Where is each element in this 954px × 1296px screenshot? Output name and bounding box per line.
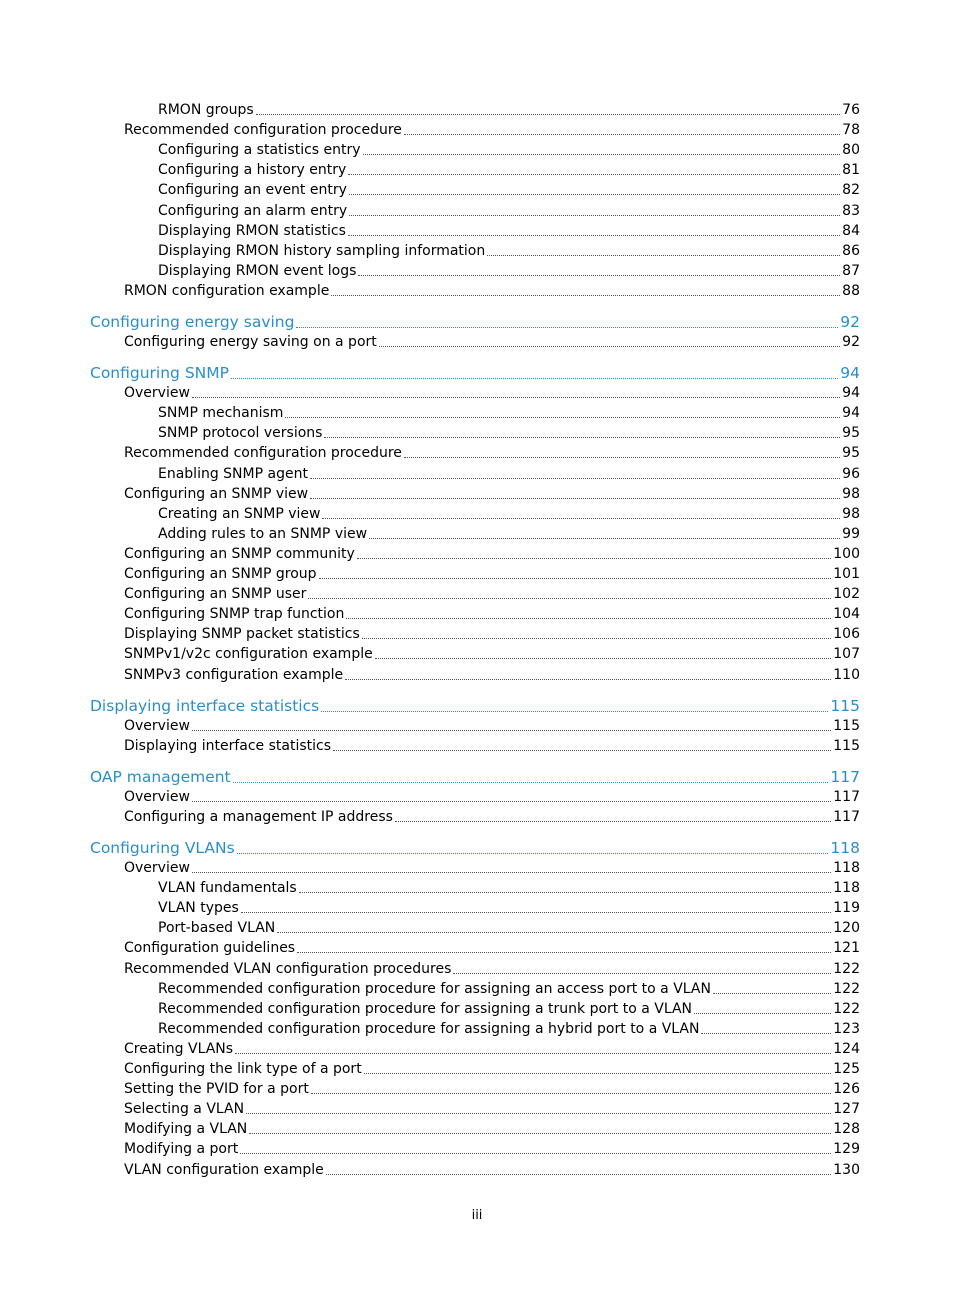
toc-entry-title: SNMPv1/v2c configuration example: [124, 646, 373, 663]
toc-entry-page: 117: [833, 808, 860, 825]
toc-entry[interactable]: [124, 960, 860, 978]
dot-leader: [348, 235, 840, 236]
toc-entry[interactable]: [124, 545, 860, 563]
toc-entry-title: Displaying interface statistics: [90, 696, 320, 715]
toc-entry[interactable]: [158, 101, 860, 119]
toc-entry-page: 117: [833, 788, 860, 805]
toc-entry-page: 122: [833, 1000, 860, 1017]
toc-entry[interactable]: [124, 585, 860, 603]
dot-leader: [349, 215, 840, 216]
toc-entry[interactable]: [124, 625, 860, 643]
toc-entry[interactable]: [124, 737, 860, 755]
toc-entry[interactable]: [124, 282, 860, 300]
toc-entry-title: SNMP mechanism: [158, 405, 284, 422]
toc-entry-title: RMON groups: [158, 102, 254, 118]
toc-entry-title: Displaying RMON history sampling information: [158, 242, 486, 259]
dot-leader: [192, 872, 831, 873]
toc-entry-title: Setting the PVID for a port: [124, 1081, 309, 1098]
dot-leader: [362, 638, 832, 639]
toc-entry-page: 128: [833, 1121, 860, 1138]
toc-entry-title: Recommended configuration procedure: [124, 445, 402, 462]
toc-entry-title: Configuring an SNMP community: [124, 545, 355, 562]
toc-entry-title: SNMPv3 configuration example: [124, 666, 344, 683]
dot-leader: [333, 750, 831, 751]
toc-entry-page: 95: [842, 445, 860, 462]
toc-entry[interactable]: [158, 161, 860, 179]
toc-entry-title: Configuring SNMP: [90, 364, 229, 383]
toc-entry-page: 118: [833, 860, 860, 876]
toc-entry-title: Port-based VLAN: [158, 920, 276, 937]
dot-leader: [349, 194, 840, 195]
toc-entry-title: OAP management: [90, 767, 231, 786]
toc-entry[interactable]: [124, 121, 860, 139]
toc-entry-page: 130: [833, 1161, 860, 1178]
toc-entry-title: Configuring an SNMP group: [124, 566, 317, 582]
toc-entry-page: 99: [842, 525, 860, 542]
toc-entry[interactable]: [124, 666, 860, 684]
toc-entry[interactable]: [158, 980, 860, 998]
toc-entry[interactable]: [124, 485, 860, 503]
toc-entry[interactable]: [124, 717, 860, 735]
toc-entry-page: 80: [842, 142, 860, 159]
toc-entry-title: Overview: [124, 385, 190, 402]
toc-entry[interactable]: [124, 1161, 860, 1179]
dot-leader: [404, 134, 840, 135]
toc-entry-page: 118: [833, 880, 860, 897]
toc-entry-page: 94: [840, 364, 860, 383]
toc-entry[interactable]: [158, 919, 860, 937]
toc-entry[interactable]: [158, 222, 860, 240]
toc-entry-page: 81: [842, 162, 860, 179]
toc-entry-title: VLAN types: [158, 900, 239, 917]
toc-entry-page: 98: [842, 485, 860, 502]
toc-entry-page: 82: [842, 182, 860, 199]
toc-entry-page: 123: [833, 1020, 860, 1037]
toc-entry-page: 115: [830, 696, 860, 715]
toc-entry-page: 92: [842, 334, 860, 350]
dot-leader: [326, 1174, 831, 1175]
toc-entry[interactable]: [124, 939, 860, 957]
dot-leader: [231, 378, 838, 379]
toc-entry-page: 101: [833, 566, 860, 582]
toc-entry-title: VLAN configuration example: [124, 1161, 324, 1178]
toc-entry-title: Adding rules to an SNMP view: [158, 525, 368, 542]
toc-entry[interactable]: [124, 1120, 860, 1138]
dot-leader: [346, 618, 831, 619]
toc-entry[interactable]: [124, 333, 860, 351]
toc-entry[interactable]: [158, 262, 860, 280]
toc-entry[interactable]: [158, 424, 860, 442]
toc-entry[interactable]: [158, 465, 860, 483]
toc-entry-title: Recommended configuration procedure for assigning a hybrid port to a VLAN: [158, 1020, 700, 1037]
toc-entry[interactable]: [124, 1100, 860, 1118]
toc-entry-title: Configuring an SNMP view: [124, 485, 309, 502]
toc-entry-title: Configuring energy saving: [90, 313, 295, 331]
toc-entry-page: 127: [833, 1101, 860, 1118]
toc-entry-page: 100: [833, 545, 860, 562]
dot-leader: [297, 952, 831, 953]
toc-entry[interactable]: [124, 808, 860, 826]
dot-leader: [404, 457, 840, 458]
dot-leader: [310, 478, 840, 479]
toc-chapter-entry[interactable]: [90, 312, 860, 332]
toc-entry-page: 124: [833, 1040, 860, 1057]
toc-entry[interactable]: [124, 384, 860, 402]
dot-leader: [713, 993, 831, 994]
toc-entry-page: 94: [842, 405, 860, 422]
toc-entry-title: VLAN fundamentals: [158, 880, 297, 897]
dot-leader: [395, 821, 831, 822]
toc-entry-page: 121: [833, 940, 860, 957]
toc-entry-title: Overview: [124, 717, 190, 734]
toc-entry-page: 98: [842, 505, 860, 522]
toc-entry[interactable]: [158, 141, 860, 159]
toc-entry-page: 83: [842, 202, 860, 219]
toc-entry[interactable]: [124, 1140, 860, 1158]
toc-entry-page: 115: [833, 737, 860, 754]
toc-entry-title: Displaying RMON event logs: [158, 262, 357, 279]
toc-chapter-entry[interactable]: [90, 838, 860, 858]
toc-entry-page: 94: [842, 385, 860, 402]
toc-entry-page: 87: [842, 262, 860, 279]
toc-entry-page: 86: [842, 242, 860, 259]
dot-leader: [331, 295, 840, 296]
toc-chapter-entry[interactable]: [90, 363, 860, 383]
toc-entry-page: 122: [833, 980, 860, 997]
dot-leader: [308, 598, 831, 599]
toc-entry-title: Modifying a port: [124, 1141, 239, 1158]
page-number: iii: [471, 1208, 483, 1223]
toc-entry-title: Configuring SNMP trap function: [124, 606, 345, 623]
toc-entry-title: RMON configuration example: [124, 282, 330, 299]
toc-entry[interactable]: [124, 1060, 860, 1078]
toc-entry-title: Overview: [124, 788, 190, 805]
toc-entry-title: Recommended configuration procedure: [124, 122, 402, 139]
dot-leader: [277, 932, 831, 933]
dot-leader: [487, 255, 840, 256]
toc-entry[interactable]: [124, 645, 860, 663]
toc-entry-page: 126: [833, 1081, 860, 1098]
toc-entry-page: 125: [833, 1061, 860, 1077]
toc-entry-page: 122: [833, 960, 860, 977]
toc-entry-page: 95: [842, 425, 860, 442]
dot-leader: [246, 1113, 831, 1114]
toc-entry-page: 119: [833, 900, 860, 917]
toc-entry-title: Configuring a history entry: [158, 162, 347, 179]
toc-entry-page: 102: [833, 586, 860, 603]
toc-entry-title: Configuring an alarm entry: [158, 202, 348, 219]
toc-entry-title: Recommended VLAN configuration procedures: [124, 960, 452, 977]
dot-leader: [357, 558, 831, 559]
dot-leader: [379, 346, 840, 347]
toc-entry-page: 107: [833, 646, 860, 663]
toc-entry[interactable]: [124, 859, 860, 877]
toc-entry-page: 106: [833, 626, 860, 643]
toc-entry-title: Enabling SNMP agent: [158, 465, 308, 482]
toc-chapter-entry[interactable]: [90, 767, 860, 787]
dot-leader: [364, 1073, 832, 1074]
toc-entry[interactable]: [124, 565, 860, 583]
dot-leader: [694, 1013, 831, 1014]
toc-entry[interactable]: [158, 1000, 860, 1018]
toc-entry-title: Creating VLANs: [124, 1040, 234, 1057]
dot-leader: [299, 892, 832, 893]
dot-leader: [235, 1053, 831, 1054]
toc-entry-page: 118: [830, 839, 860, 857]
toc-entry[interactable]: [158, 525, 860, 543]
toc-entry[interactable]: [124, 1080, 860, 1098]
dot-leader: [249, 1133, 831, 1134]
dot-leader: [345, 679, 831, 680]
toc-entry[interactable]: [158, 899, 860, 917]
toc-entry[interactable]: [158, 181, 860, 199]
dot-leader: [321, 711, 828, 712]
toc-entry-title: Configuring a statistics entry: [158, 142, 361, 159]
dot-leader: [192, 730, 831, 731]
toc-entry[interactable]: [124, 444, 860, 462]
toc-entry-page: 129: [833, 1141, 860, 1158]
dot-leader: [192, 397, 840, 398]
toc-entry-page: 115: [833, 717, 860, 734]
dot-leader: [233, 782, 829, 783]
dot-leader: [453, 973, 831, 974]
toc-entry-title: Displaying RMON statistics: [158, 222, 346, 239]
dot-leader: [240, 1153, 831, 1154]
toc-entry-page: 110: [833, 666, 860, 683]
toc-entry-title: Displaying SNMP packet statistics: [124, 626, 360, 643]
toc-entry[interactable]: [158, 505, 860, 523]
toc-entry-title: Displaying interface statistics: [124, 737, 331, 754]
toc-entry-title: Modifying a VLAN: [124, 1121, 248, 1138]
toc-entry-title: Configuring an event entry: [158, 182, 347, 199]
toc-entry-page: 120: [833, 920, 860, 937]
toc-entry-page: 76: [842, 102, 860, 118]
dot-leader: [369, 538, 840, 539]
dot-leader: [375, 658, 832, 659]
dot-leader: [363, 154, 841, 155]
toc-entry-title: Configuration guidelines: [124, 940, 296, 957]
toc-entry-title: Configuring energy saving on a port: [124, 334, 377, 350]
dot-leader: [192, 801, 831, 802]
toc-entry[interactable]: [124, 605, 860, 623]
toc-entry[interactable]: [124, 788, 860, 806]
dot-leader: [310, 498, 840, 499]
toc-entry[interactable]: [158, 879, 860, 897]
toc-entry-title: Configuring the link type of a port: [124, 1061, 362, 1077]
toc-entry-title: Recommended configuration procedure for assigning an access port to a VLAN: [158, 980, 711, 997]
toc-chapter-entry[interactable]: [90, 696, 860, 716]
toc-entry-page: 104: [833, 606, 860, 623]
toc-entry-title: Selecting a VLAN: [124, 1101, 245, 1118]
dot-leader: [311, 1093, 831, 1094]
dot-leader: [256, 114, 840, 115]
toc-entry-page: 92: [840, 313, 860, 331]
toc-entry[interactable]: [124, 1040, 860, 1058]
toc-entry-title: SNMP protocol versions: [158, 425, 323, 442]
dot-leader: [701, 1033, 831, 1034]
toc-entry-page: 88: [842, 282, 860, 299]
dot-leader: [296, 327, 838, 328]
toc-entry[interactable]: [158, 404, 860, 422]
toc-entry-page: 96: [842, 465, 860, 482]
dot-leader: [348, 174, 840, 175]
toc-entry-page: 78: [842, 122, 860, 139]
toc-entry-title: Overview: [124, 860, 190, 876]
toc-entry-title: Creating an SNMP view: [158, 505, 321, 522]
toc-entry-page: 84: [842, 222, 860, 239]
dot-leader: [285, 417, 840, 418]
toc-entry-title: Configuring VLANs: [90, 839, 235, 857]
dot-leader: [319, 578, 832, 579]
toc-entry[interactable]: [158, 1020, 860, 1038]
dot-leader: [322, 518, 840, 519]
toc-entry[interactable]: [158, 242, 860, 260]
toc-entry-page: 117: [830, 767, 860, 786]
dot-leader: [241, 912, 831, 913]
toc-entry-title: Configuring a management IP address: [124, 808, 393, 825]
toc-entry-title: Configuring an SNMP user: [124, 586, 307, 603]
dot-leader: [237, 853, 829, 854]
dot-leader: [358, 275, 840, 276]
dot-leader: [324, 437, 840, 438]
toc-entry-title: Recommended configuration procedure for assigning a trunk port to a VLAN: [158, 1000, 692, 1017]
toc-entry[interactable]: [158, 202, 860, 220]
